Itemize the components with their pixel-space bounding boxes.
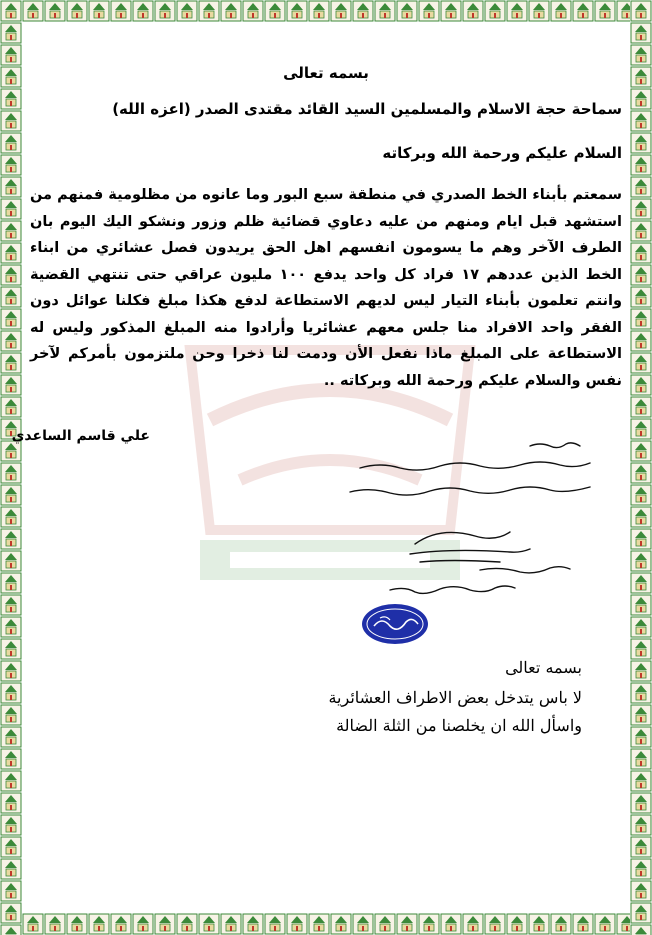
typed-reply bbox=[30, 658, 622, 758]
reply-line: لا باس يتدخل بعض الاطراف العشائرية bbox=[328, 688, 582, 707]
decorative-border-top bbox=[0, 0, 652, 22]
letter-greeting: السلام عليكم ورحمة الله وبركاته bbox=[382, 144, 622, 162]
letter-paragraph: سمعتم بأبناء الخط الصدري في منطقة سبع البور وما عانوه من مظلومية فمنهم من استشهد قبل ايام ومنهم من عليه دعاوي قضائية ظلم وزور ونشكو اليك اليوم بان الطرف الآخر وهم ما يسومون انفسهم اهل الحق يريدون فصل عشائري من ابناء الخط الذين عددهم ١٧ فراد كل واحد يدفع ١٠٠ مليون عراقي حتى تنتهي القضية وانتم تعلمون بأبناء التيار ليس لديهم الاستطاعة لدفع هكذا مبلغ فكلنا عوائل دون الفقر واحد الافراد منا جلس معهم عشائريا وأرادوا منه المبلغ المذكور وليس له الاستطاعة على المبلغ ماذا نفعل الأن ودمت لنا ذخرا وحن ملتزمون بأمركم لآخر نفس والسلام عليكم ورحمة الله وبركاته .. bbox=[30, 187, 622, 389]
seal-stamp bbox=[360, 602, 430, 646]
letter-body bbox=[11, 30, 622, 905]
decorative-border-left bbox=[0, 0, 22, 935]
decorative-border-bottom bbox=[0, 913, 652, 935]
reply-line: واسأل الله ان يخلصنا من الثلة الضالة bbox=[336, 716, 582, 735]
reply-opening: بسمه تعالى bbox=[505, 658, 582, 677]
decorative-border-right bbox=[630, 0, 652, 935]
letter-opening: بسمه تعالى bbox=[283, 64, 369, 82]
letter-addressee: سماحة حجة الاسلام والمسلمين السيد القائد مقتدى الصدر (اعزه الله) bbox=[112, 100, 622, 118]
handwritten-reply-signature bbox=[330, 434, 630, 614]
sender-name: علي قاسم الساعدي bbox=[11, 428, 150, 444]
